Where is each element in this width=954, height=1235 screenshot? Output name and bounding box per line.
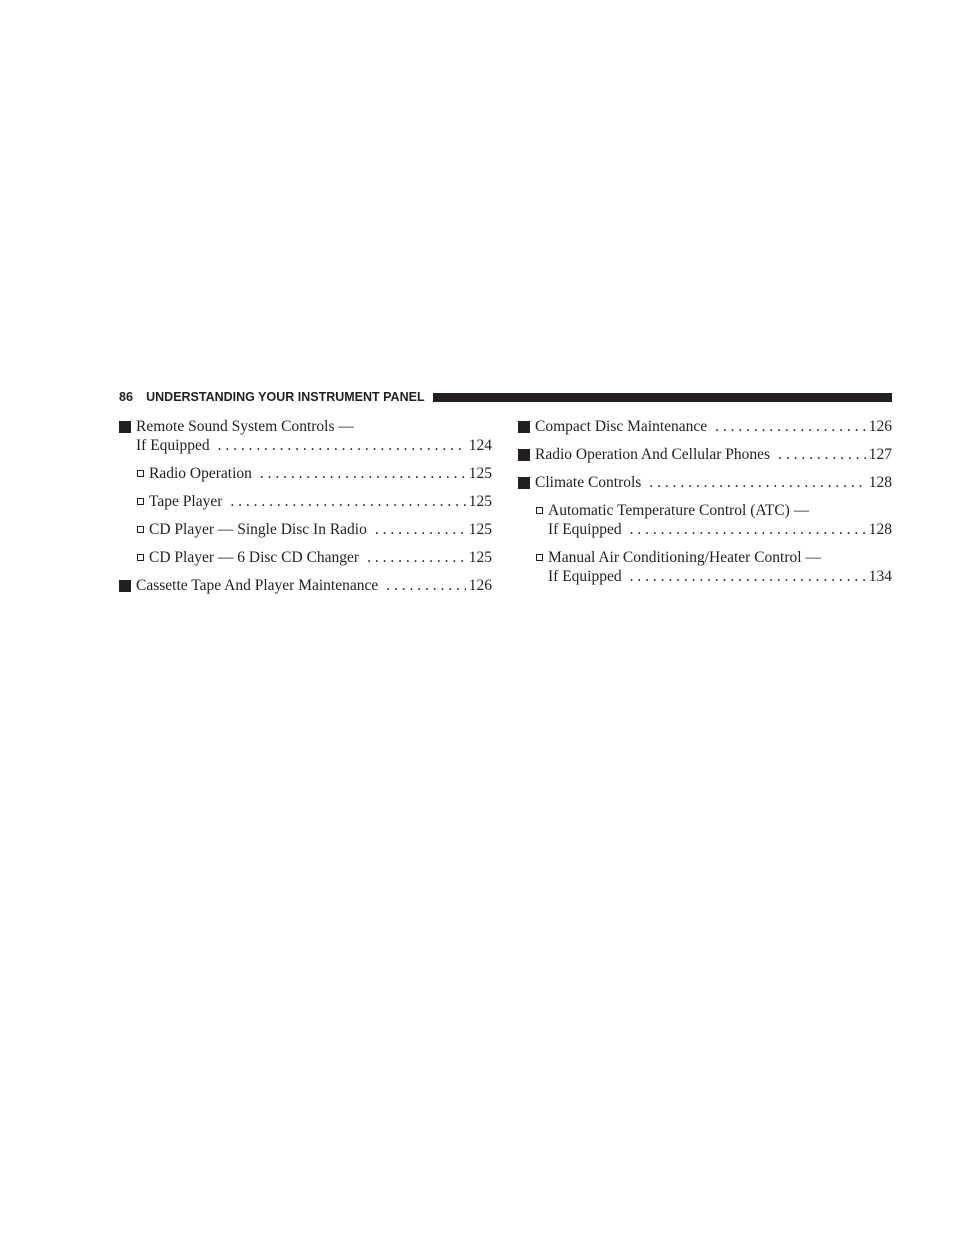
toc-page-number: 127: [868, 446, 892, 463]
dot-leader: [260, 464, 466, 483]
toc-entry[interactable]: [518, 473, 892, 492]
toc-entry-title: Cassette Tape And Player Maintenance: [136, 577, 379, 594]
filled-square-bullet-icon: [518, 449, 530, 461]
dot-leader: [649, 473, 865, 492]
toc-entry-title-cont: If Equipped: [136, 437, 210, 454]
toc-right-column: [518, 417, 892, 595]
toc-entry-title: CD Player — 6 Disc CD Changer: [149, 549, 360, 566]
toc-entry[interactable]: [119, 492, 492, 511]
open-square-bullet-icon: [536, 507, 543, 514]
toc-page-number: 126: [468, 577, 492, 594]
dot-leader: [386, 576, 466, 595]
dot-leader: [630, 567, 866, 586]
filled-square-bullet-icon: [119, 580, 131, 592]
dot-leader: [230, 492, 465, 511]
dot-leader: [375, 520, 466, 539]
dot-leader: [218, 436, 466, 455]
toc-entry-title-cont: If Equipped: [548, 521, 622, 538]
section-title: UNDERSTANDING YOUR INSTRUMENT PANEL: [146, 390, 425, 404]
toc-page-number: 128: [868, 521, 892, 538]
open-square-bullet-icon: [137, 554, 144, 561]
toc-entry[interactable]: [518, 445, 892, 464]
toc-entry-title: Tape Player: [149, 493, 223, 510]
toc-page-number: 134: [868, 568, 892, 585]
toc-entry-title: Radio Operation And Cellular Phones: [535, 446, 771, 463]
filled-square-bullet-icon: [119, 421, 131, 433]
toc-page-number: 126: [868, 418, 892, 435]
toc-entry-title: Automatic Temperature Control (ATC) —: [548, 502, 810, 519]
toc-page-number: 125: [468, 493, 492, 510]
toc-entry[interactable]: [119, 576, 492, 595]
toc-entry-title: Manual Air Conditioning/Heater Control —: [548, 549, 821, 566]
header-rule: [433, 393, 892, 402]
toc-entry[interactable]: [119, 548, 492, 567]
open-square-bullet-icon: [137, 498, 144, 505]
toc-entry[interactable]: [518, 501, 892, 539]
filled-square-bullet-icon: [518, 477, 530, 489]
dot-leader: [367, 548, 466, 567]
toc-left-column: [119, 417, 492, 604]
toc-entry-title-cont: If Equipped: [548, 568, 622, 585]
dot-leader: [715, 417, 866, 436]
toc-page-number: 125: [468, 465, 492, 482]
open-square-bullet-icon: [536, 554, 543, 561]
dot-leader: [630, 520, 866, 539]
toc-page-number: 124: [468, 437, 492, 454]
toc-entry[interactable]: [119, 417, 492, 455]
toc-entry[interactable]: [518, 417, 892, 436]
toc-entry-title: Compact Disc Maintenance: [535, 418, 708, 435]
toc-page-number: 125: [468, 521, 492, 538]
toc-entry[interactable]: [518, 548, 892, 586]
toc-page-number: 128: [868, 474, 892, 491]
open-square-bullet-icon: [137, 470, 144, 477]
toc-page-number: 125: [468, 549, 492, 566]
dot-leader: [778, 445, 866, 464]
toc-entry[interactable]: [119, 520, 492, 539]
toc-entry-title: Climate Controls: [535, 474, 642, 491]
toc-entry-title: Remote Sound System Controls —: [136, 418, 354, 435]
page-header: [119, 389, 892, 405]
toc-entry[interactable]: [119, 464, 492, 483]
open-square-bullet-icon: [137, 526, 144, 533]
filled-square-bullet-icon: [518, 421, 530, 433]
toc-entry-title: CD Player — Single Disc In Radio: [149, 521, 367, 538]
page-number: 86: [119, 390, 134, 404]
toc-entry-title: Radio Operation: [149, 465, 252, 482]
